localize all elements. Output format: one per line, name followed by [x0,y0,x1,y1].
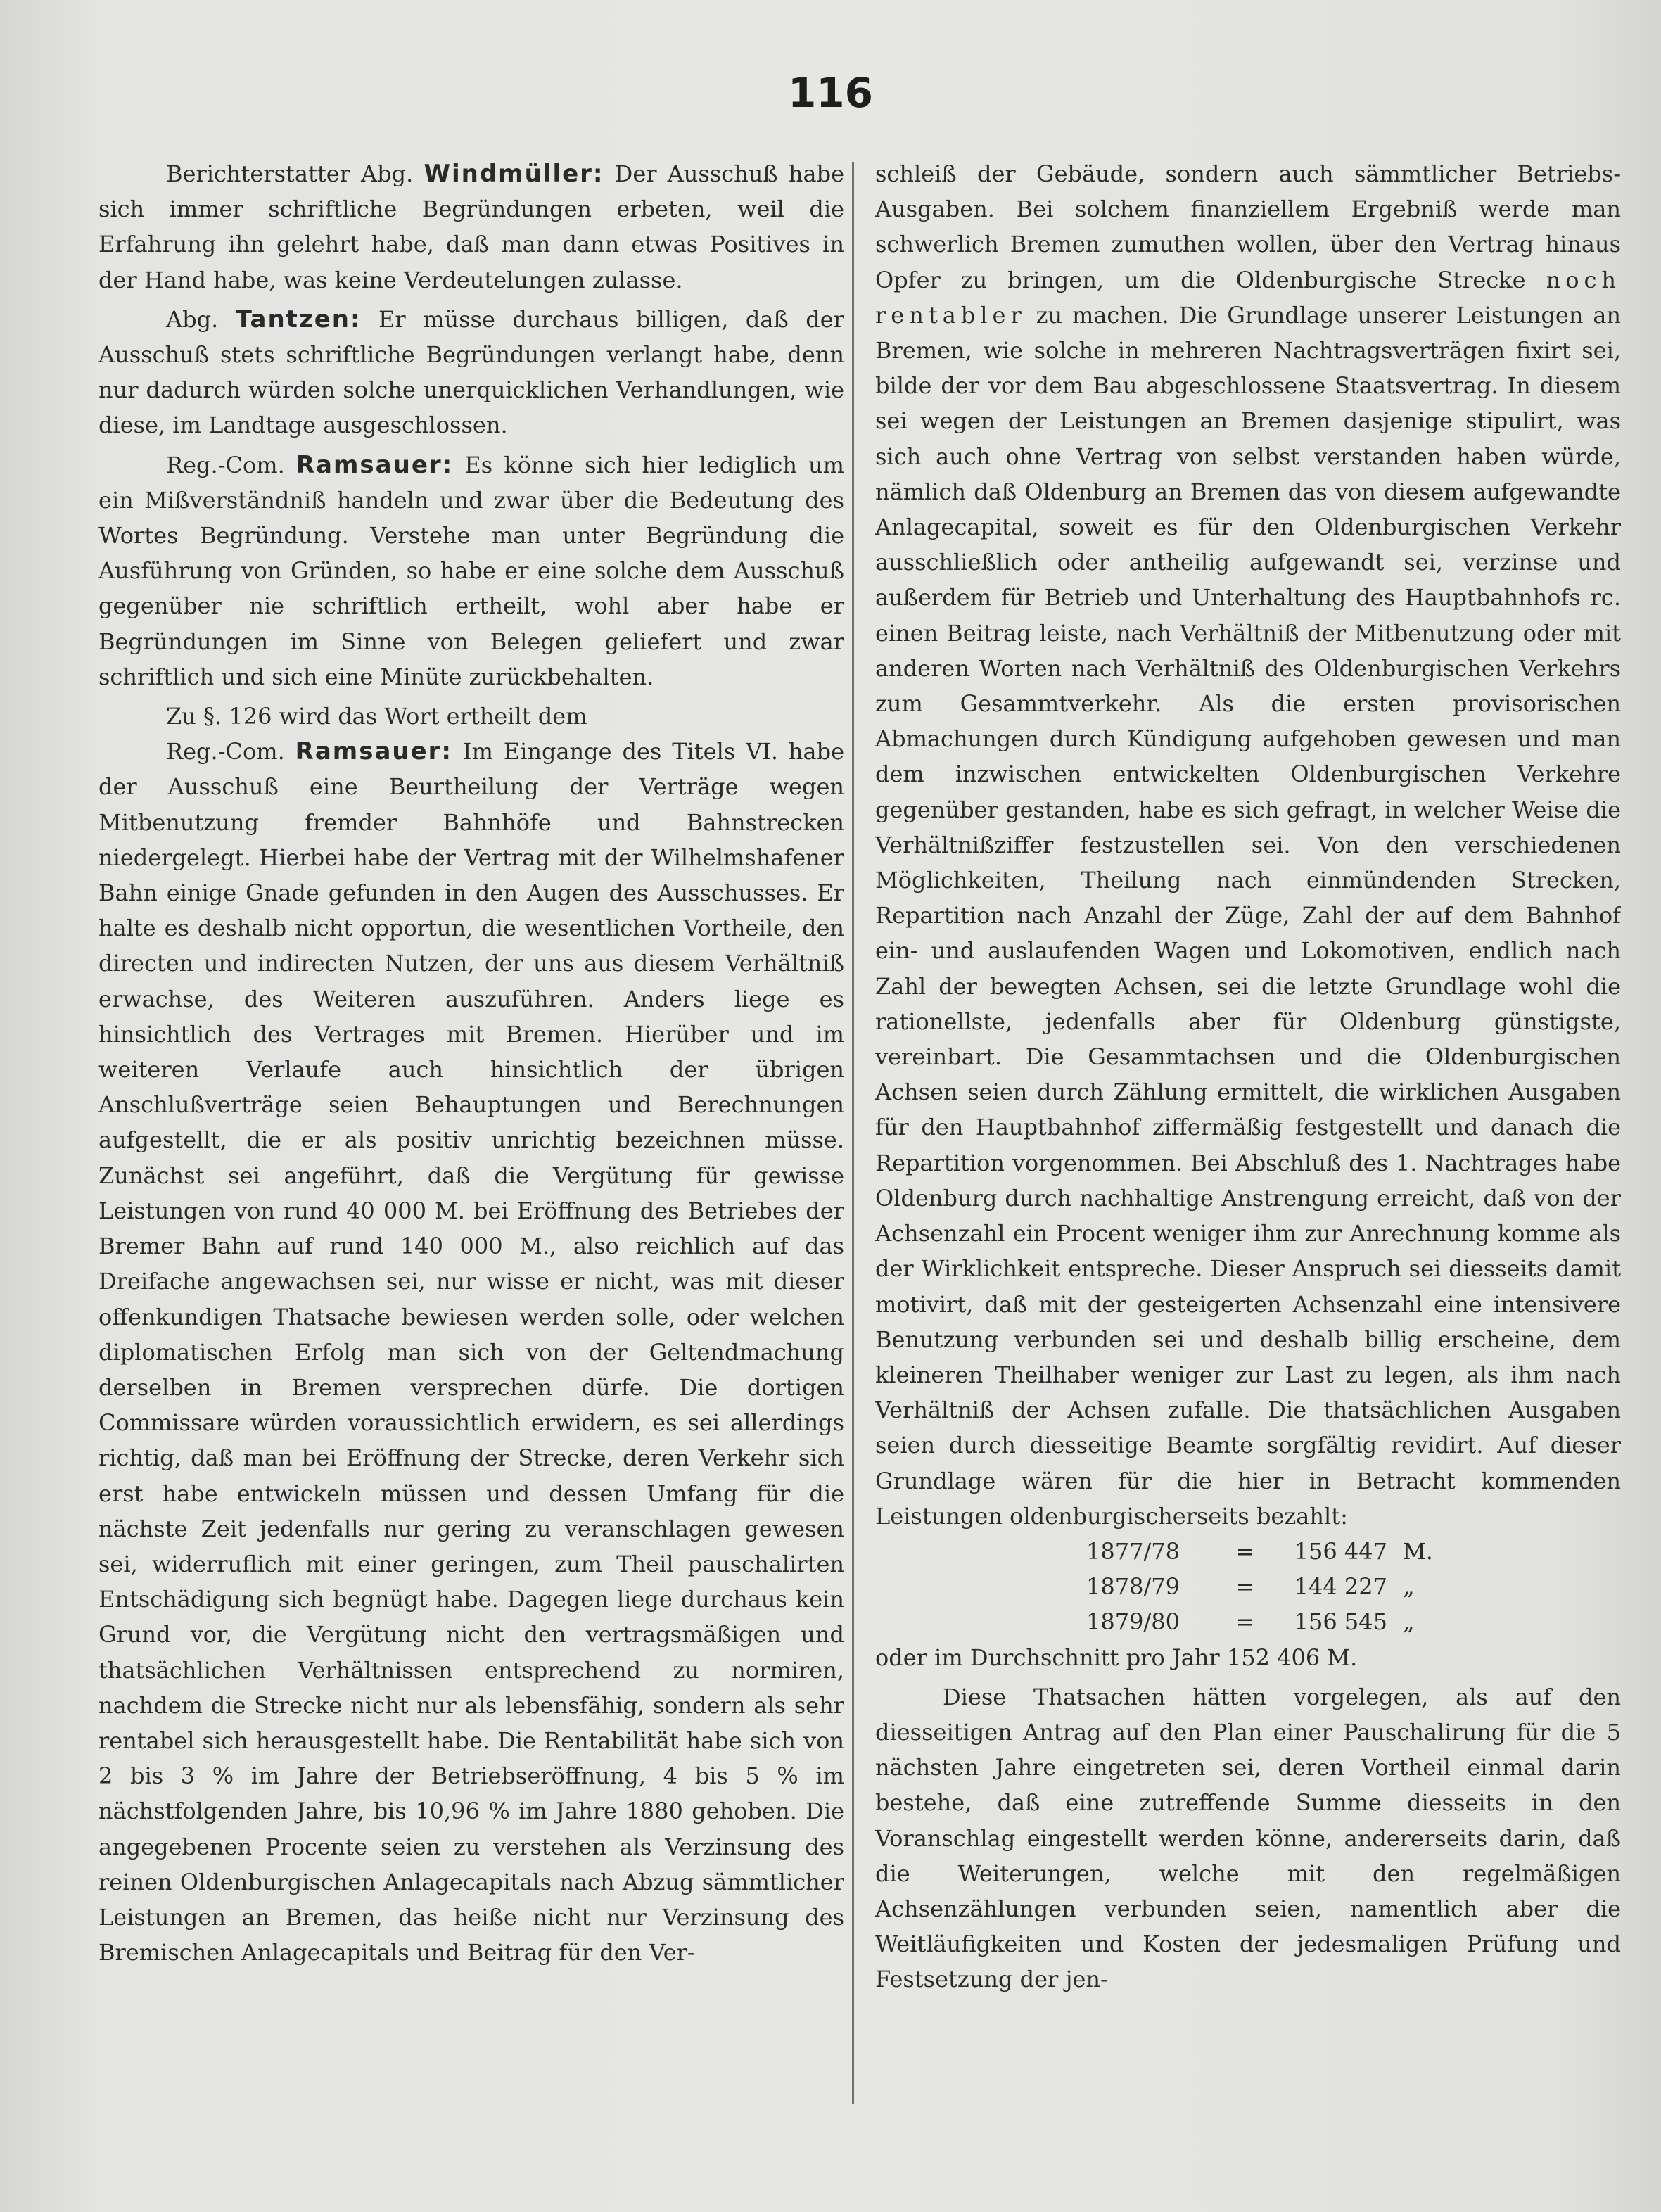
paragraph-text: Es könne sich hier lediglich um ein Mißverständniß handeln und zwar über die Bedeutung des Wortes Begründung. Verstehe man unter Begründung die Ausführung von Gründen, so habe er eine solche dem Ausschuß gegenüber nie schriftlich ertheilt, wohl aber habe er Begründungen im Sinne von Belegen geliefert und zwar schriftlich und sich eine Minüte zurückbehalten. [98,451,844,690]
paragraph [875,1679,1621,1997]
paragraph [98,156,844,298]
figure-value: 156 447 [1294,1537,1387,1565]
figure-year: 1879/80 [1086,1608,1180,1636]
page-number: 116 [787,69,874,117]
figure-unit: „ [1403,1573,1415,1601]
figure-unit: M. [1403,1537,1433,1565]
paragraph [875,156,1621,1534]
figure-row [875,1534,1621,1569]
paragraph [98,302,844,443]
column-divider [852,162,854,2104]
paragraph [98,447,844,694]
paragraph [98,734,844,1970]
figure-value: 156 545 [1294,1608,1387,1636]
paragraph-text: zu machen. Die Grundlage unserer Leistungen an Bremen, wie solche in mehreren Nachtragsverträgen fixirt sei, bilde der vor dem Bau abgeschlossene Staatsvertrag. In diesem sei wegen der Leistungen an Bremen dasjenige stipulirt, was sich auch ohne Vertrag von selbst verstanden haben würde, nämlich daß Oldenburg an Bremen das von diesem aufgewandte Anlagecapital, soweit es für den Oldenburgischen Verkehr ausschließlich oder antheilig aufgewandt sei, verzinse und außerdem für Betrieb und Unterhaltung des Hauptbahnhofs rc. einen Beitrag leiste, nach Verhältniß der Mitbenutzung oder mit anderen Worten nach Verhältniß des Oldenburgischen Verkehrs zum Gesammtverkehr. Als die ersten provisorischen Abmachungen durch Kündigung aufgehoben gewesen und man dem inzwischen entwickelten Oldenburgischen Verkehre gegenüber gestanden, habe es sich gefragt, in welcher Weise die Verhältnißziffer festzustellen sei. Von den verschiedenen Möglichkeiten, Theilung nach einmündenden Strecken, Repartition nach Anzahl der Züge, Zahl der auf dem Bahnhof ein- und auslaufenden Wagen und Lokomotiven, endlich nach Zahl der bewegten Achsen, sei die letzte Grundlage wohl die rationellste, jedenfalls aber für Oldenburg günstigste, vereinbart. Die Gesammtachsen und die Oldenburgischen Achsen seien durch Zählung ermittelt, die wirklichen Ausgaben für den Hauptbahnhof ziffermäßig festgestellt und danach die Repartition vorgenommen. Bei Abschluß des 1. Nachtrages habe Oldenburg durch nachhaltige Anstrengung erreicht, daß von der Achsenzahl ein Procent weniger ihm zur Anrechnung komme als der Wirklichkeit entspreche. Dieser Anspruch sei diesseits damit motivirt, daß mit der gesteigerten Achsenzahl eine intensivere Benutzung verbunden sei und deshalb billig erscheine, dem kleineren Theilhaber weniger zur Last zu legen, als ihm nach Verhältniß der Achsen zufalle. Die thatsächlichen Ausgaben seien durch diesseitige Beamte sorgfältig revidirt. Auf dieser Grundlage wären für die hier in Betracht kommenden Leistungen oldenburgischerseits bezahlt: [875,301,1621,1530]
paragraph-text: schleiß der Gebäude, sondern auch sämmtlicher Betriebs-Ausgaben. Bei solchem finanziellem Ergebniß werde man schwerlich Bremen zumuthen wollen, über den Vertrag hinaus Opfer zu bringen, um die Oldenburgische Strecke [875,160,1621,293]
figure-year: 1877/78 [1086,1537,1180,1565]
speaker-title: Abg. [166,305,219,333]
figure-value: 144 227 [1294,1573,1387,1601]
figure-equals: = [1235,1537,1255,1565]
average-line: oder im Durchschnitt pro Jahr 152 406 M. [875,1644,1358,1671]
speaker-name: Ramsauer: [295,737,453,766]
figure-unit: „ [1403,1608,1415,1636]
speaker-name: Ramsauer: [295,450,454,479]
speaker-title: Reg.-Com. [166,738,285,765]
paragraph-text: Im Eingange des Titels VI. habe der Ausschuß eine Beurtheilung der Verträge wegen Mitbenutzung fremder Bahnhöfe und Bahnstrecken niedergelegt. Hierbei habe der Vertrag mit der Wilhelmshafener Bahn einige Gnade gefunden in den Augen des Ausschusses. Er halte es deshalb nicht opportun, die wesentlichen Vortheile, den directen und indirecten Nutzen, der uns aus diesem Verhältniß erwachse, des Weiteren auszuführen. Anders liege es hinsichtlich des Vertrages mit Bremen. Hierüber und im weiteren Verlaufe auch hinsichtlich der übrigen Anschlußverträge seien Behauptungen und Berechnungen aufgestellt, die er als positiv unrichtig bezeichnen müsse. Zunächst sei angeführt, daß die Vergütung für gewisse Leistungen von rund 40 000 M. bei Eröffnung des Betriebes der Bremer Bahn auf rund 140 000 M., also reichlich auf das Dreifache angewachsen sei, nur wisse er nicht, was mit dieser offenkundigen Thatsache bewiesen werden solle, oder welchen diplomatischen Erfolg man sich von der Geltendmachung derselben in Bremen versprechen dürfe. Die dortigen Commissare würden voraussichtlich erwidern, es sei allerdings richtig, daß man bei Eröffnung der Strecke, deren Verkehr sich erst habe entwickeln müssen und dessen Umfang für die nächste Zeit jedenfalls nur gering zu veranschlagen gewesen sei, widerruflich mit einer geringen, zum Theil pauschalirten Entschädigung sich begnügt habe. Dagegen liege durchaus kein Grund vor, die Vergütung nicht den vertragsmäßigen und thatsächlichen Verhältnissen entsprechend zu normiren, nachdem die Strecke nicht nur als lebensfähig, sondern als sehr rentabel sich herausgestellt habe. Die Rentabilität habe sich von 2 bis 3 % im Jahre der Betriebseröffnung, 4 bis 5 % im nächstfolgenden Jahre, bis 10,96 % im Jahre 1880 gehoben. Die angegebenen Procente seien zu verstehen als Verzinsung des reinen Oldenburgischen Anlagecapitals nach Abzug sämmtlicher Leistungen an Bremen, das heiße nicht nur Verzinsung des Bremischen Anlagecapitals und Beitrag für den Ver- [98,738,844,1966]
figure-row [875,1569,1621,1604]
speaker-name: Tantzen: [235,305,362,333]
emphasized-text: noch rentabler [875,266,1621,329]
figure-equals: = [1235,1573,1255,1601]
figure-equals: = [1235,1608,1255,1636]
paragraph-text: Zu §. 126 wird das Wort ertheilt dem [166,703,587,730]
speaker-name: Windmüller: [424,160,604,188]
figure-row [875,1604,1621,1639]
paragraph [98,699,844,734]
paragraph-text: Diese Thatsachen hätten vorgelegen, als auf den diesseitigen Antrag auf den Plan einer Pauschalirung für die 5 nächsten Jahre eingetreten sei, deren Vortheil einmal darin bestehe, daß eine zutreffende Summe diesseits in den Voranschlag eingestellt werden könne, andererseits darin, daß die Weiterungen, welche mit den regelmäßigen Achsenzählungen verbunden seien, namentlich aber die Weitläufigkeiten und Kosten der jedesmaligen Prüfung und Festsetzung der jen- [875,1683,1621,1993]
paragraph-text: Der Ausschuß habe sich immer schriftliche Begründungen erbeten, weil die Erfahrung ihn gelehrt habe, daß man dann etwas Positives in der Hand habe, was keine Verdeutelungen zulasse. [98,160,844,293]
payment-figures [875,1534,1621,1640]
speaker-title: Reg.-Com. [166,451,285,478]
speaker-title: Berichterstatter Abg. [166,160,414,187]
paragraph-text: Er müsse durchaus billigen, daß der Ausschuß stets schriftliche Begründungen verlangt habe, denn nur dadurch würden solche unerquicklichen Verhandlungen, wie diese, im Landtage ausgeschlossen. [98,305,844,439]
right-column [875,156,1621,1997]
figure-year: 1878/79 [1086,1573,1180,1601]
left-column [98,156,844,1970]
